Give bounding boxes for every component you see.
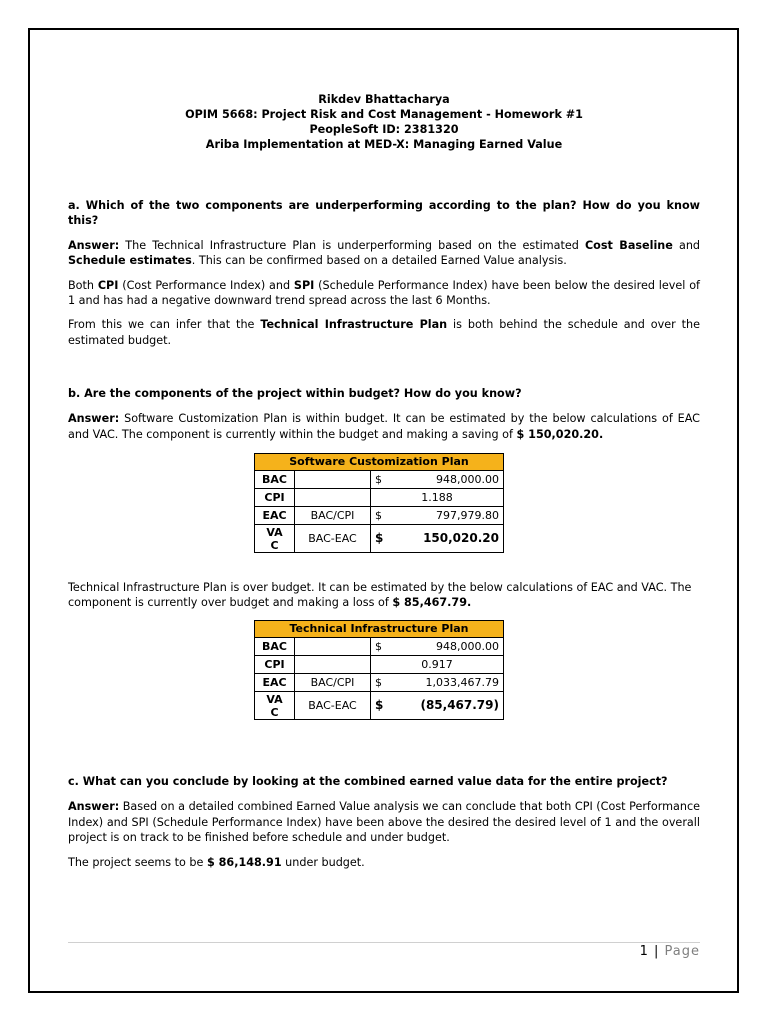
section-a xyxy=(68,198,700,348)
question-a: a. Which of the two components are underperforming according to the plan? How do you know this? xyxy=(68,199,700,228)
software-customization-table xyxy=(254,453,504,553)
table-row: EAC BAC/CPI $ 1,033,467.79 xyxy=(255,674,504,692)
technical-infrastructure-table xyxy=(254,620,504,720)
under-budget-paragraph: The project seems to be $ 86,148.91 under budget. xyxy=(68,855,365,869)
peoplesoft-id: PeopleSoft ID: 2381320 xyxy=(309,123,459,136)
document-body xyxy=(68,92,701,869)
answer-b: Answer: Software Customization Plan is within budget. It can be estimated by the below calculations of EAC and VAC. The component is currently within the budget and making a saving of $ 150,020.20. xyxy=(68,412,700,441)
question-c: c. What can you conclude by looking at the combined earned value data for the entire project? xyxy=(68,775,668,788)
answer-c: Answer: Based on a detailed combined Earned Value analysis we can conclude that both CPI (Cost Performance Index) and SPI (Schedule Performance Index) have been above the desired the desired level of 1 and the overall project is on track to be finished before schedule and under budget. xyxy=(68,800,700,845)
table-row: VA C BAC-EAC $ 150,020.20 xyxy=(255,525,504,553)
table-row: CPI 0.917 xyxy=(255,656,504,674)
answer-a: Answer: The Technical Infrastructure Plan is underperforming based on the estimated Cost Baseline and Schedule estimates. This can be confirmed based on a detailed Earned Value analysis. xyxy=(68,238,701,268)
table-row: CPI 1.188 xyxy=(255,489,504,507)
footer-divider xyxy=(68,942,700,943)
tech-paragraph: Technical Infrastructure Plan is over budget. It can be estimated by the below calculations of EAC and VAC. The component is currently over budget and making a loss of $ 85,467.79. xyxy=(68,581,692,610)
table-row: BAC $ 948,000.00 xyxy=(255,471,504,489)
page-label: Page xyxy=(664,944,700,959)
table-row: BAC $ 948,000.00 xyxy=(255,638,504,656)
table-row: VA C BAC-EAC $ (85,467.79) xyxy=(255,692,504,720)
case-title: Ariba Implementation at MED-X: Managing Earned Value xyxy=(205,138,563,151)
page-footer xyxy=(640,944,700,959)
footer-separator: | xyxy=(653,944,660,959)
section-c xyxy=(68,774,700,870)
inference-paragraph: From this we can infer that the Technical Infrastructure Plan is both behind the schedule and over the estimated budget. xyxy=(68,318,700,347)
answer-label: Answer: xyxy=(68,238,120,252)
course-title: OPIM 5668: Project Risk and Cost Management - Homework #1 xyxy=(185,108,583,121)
question-b: b. Are the components of the project within budget? How do you know? xyxy=(68,387,522,400)
page-number: 1 xyxy=(639,944,649,959)
table-title: Software Customization Plan xyxy=(255,454,504,471)
cpi-spi-paragraph: Both CPI (Cost Performance Index) and SPI (Schedule Performance Index) have been below the desired level of 1 and has had a negative downward trend spread across the last 6 Months. xyxy=(68,278,700,308)
table-row: EAC BAC/CPI $ 797,979.80 xyxy=(255,507,504,525)
author-name: Rikdev Bhattacharya xyxy=(318,93,450,106)
table-title: Technical Infrastructure Plan xyxy=(255,621,504,638)
document-header xyxy=(68,92,700,152)
section-b xyxy=(68,386,700,442)
tech-paragraph-block xyxy=(68,580,700,611)
